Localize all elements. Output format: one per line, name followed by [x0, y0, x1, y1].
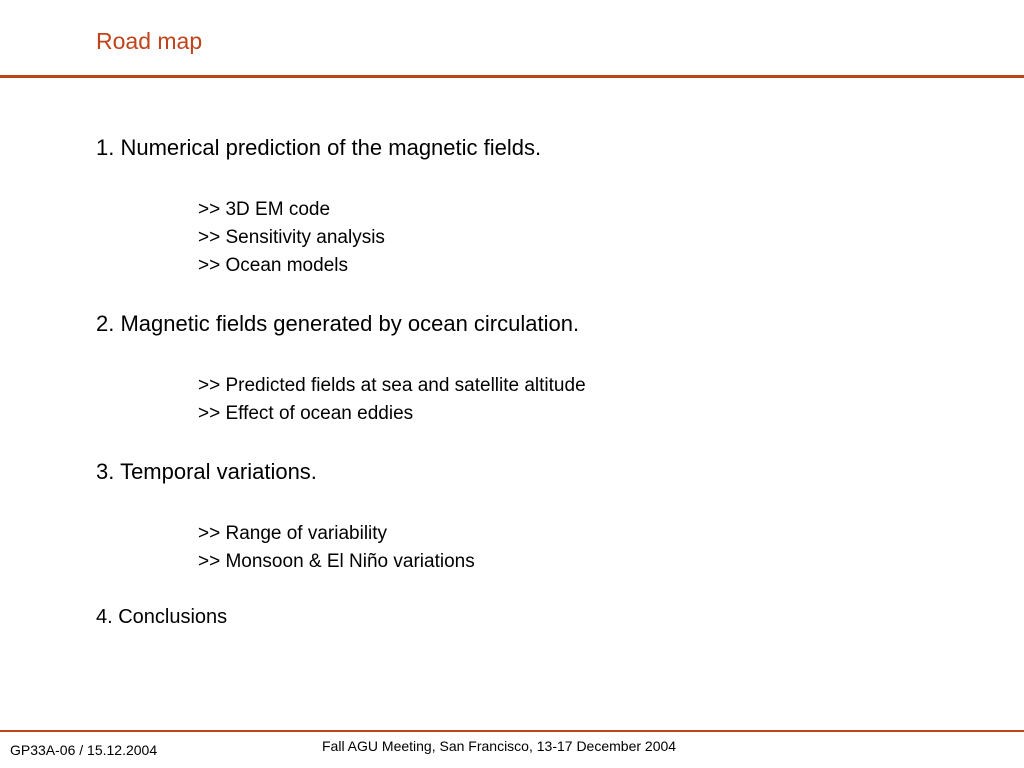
slide-title: Road map [96, 28, 203, 54]
section-2 [96, 310, 976, 428]
list-item: >> Ocean models [198, 255, 348, 276]
sub-list [198, 196, 976, 280]
list-item: >> Sensitivity analysis [198, 227, 385, 248]
sub-list [198, 520, 976, 576]
slide-content [96, 134, 976, 631]
section-1 [96, 134, 976, 280]
section-heading: 3. Temporal variations. [96, 459, 317, 484]
list-item: >> Effect of ocean eddies [198, 403, 414, 424]
section-heading: 1. Numerical prediction of the magnetic fields. [96, 135, 542, 160]
section-heading: 4. Conclusions [96, 606, 228, 628]
list-item: >> Monsoon & El Niño variations [198, 551, 475, 572]
section-3 [96, 458, 976, 576]
footer-session-date: GP33A-06 / 15.12.2004 [10, 742, 158, 758]
list-item: >> 3D EM code [198, 199, 331, 220]
footer-divider [0, 730, 1024, 732]
footer-meeting: Fall AGU Meeting, San Francisco, 13-17 December 2004 [322, 738, 677, 754]
list-item: >> Predicted fields at sea and satellite altitude [198, 375, 586, 396]
list-item: >> Range of variability [198, 523, 388, 544]
section-4 [96, 603, 976, 631]
section-heading: 2. Magnetic fields generated by ocean circulation. [96, 311, 580, 336]
sub-list [198, 372, 976, 428]
header-divider [0, 75, 1024, 78]
